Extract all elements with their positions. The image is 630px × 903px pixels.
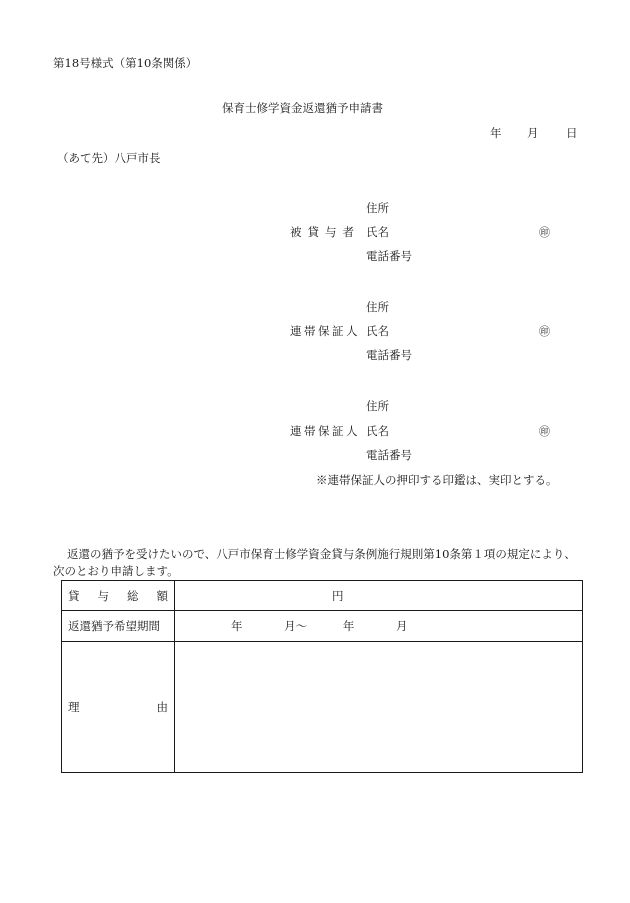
form-number: 第18号様式（第10条関係） — [53, 56, 198, 70]
reason-label — [62, 642, 175, 773]
table-row-reason — [62, 642, 583, 773]
guarantor1-seal-mark: ㊞ — [539, 325, 550, 338]
yen-unit-label: 円 — [332, 588, 344, 603]
total-amount-label — [62, 581, 175, 611]
period-start-year-label: 年 — [231, 619, 243, 633]
guarantor2-seal-mark: ㊞ — [539, 425, 550, 438]
guarantor2-phone-label: 電話番号 — [366, 448, 412, 462]
borrower-role-label: 被貸与者 — [290, 225, 360, 239]
application-statement: 返還の猶予を受けたいので、八戸市保育士修学資金貸与条例施行規則第10条第１項の規定により、次のとおり申請します。 — [53, 547, 576, 578]
reason-label-char: 由 — [156, 700, 168, 714]
borrower-phone-label: 電話番号 — [366, 249, 412, 263]
reason-field[interactable] — [175, 642, 583, 773]
guarantor1-phone-label: 電話番号 — [366, 348, 412, 362]
date-day-label: 日 — [566, 126, 578, 140]
total-amount-field[interactable] — [175, 581, 583, 611]
deferral-period-field[interactable] — [175, 611, 583, 642]
date-month-label: 月 — [527, 126, 539, 140]
guarantor2-name-label: 氏名 — [366, 424, 389, 438]
total-amount-label-char: 額 — [156, 588, 168, 603]
total-amount-label-char: 貸 — [68, 588, 80, 603]
document-title: 保育士修学資金返還猶予申請書 — [222, 101, 383, 115]
period-end-year-label: 年 — [342, 619, 355, 633]
application-table — [61, 580, 583, 773]
borrower-seal-mark: ㊞ — [539, 226, 550, 239]
guarantor1-role-label: 連帯保証人 — [290, 324, 360, 338]
reason-label-char: 理 — [68, 700, 80, 714]
borrower-address-label: 住所 — [366, 201, 389, 215]
guarantor2-role-label: 連帯保証人 — [290, 424, 360, 438]
guarantor1-name-label: 氏名 — [366, 324, 389, 338]
guarantor1-address-label: 住所 — [366, 300, 389, 314]
borrower-name-label: 氏名 — [366, 225, 389, 239]
total-amount-label-char: 与 — [97, 588, 109, 603]
guarantor2-address-label: 住所 — [366, 399, 389, 413]
date-year-label: 年 — [490, 126, 502, 140]
total-amount-label-char: 総 — [127, 588, 139, 603]
table-row-total-amount — [62, 581, 583, 611]
addressee: （あて先）八戸市長 — [57, 151, 161, 165]
seal-note: ※連帯保証人の押印する印鑑は、実印とする。 — [316, 473, 558, 487]
period-end-month-label: 月 — [395, 619, 408, 633]
table-row-deferral-period — [62, 611, 583, 642]
period-start-month-label: 月～ — [284, 619, 308, 633]
deferral-period-label: 返還猶予希望期間 — [62, 611, 175, 642]
